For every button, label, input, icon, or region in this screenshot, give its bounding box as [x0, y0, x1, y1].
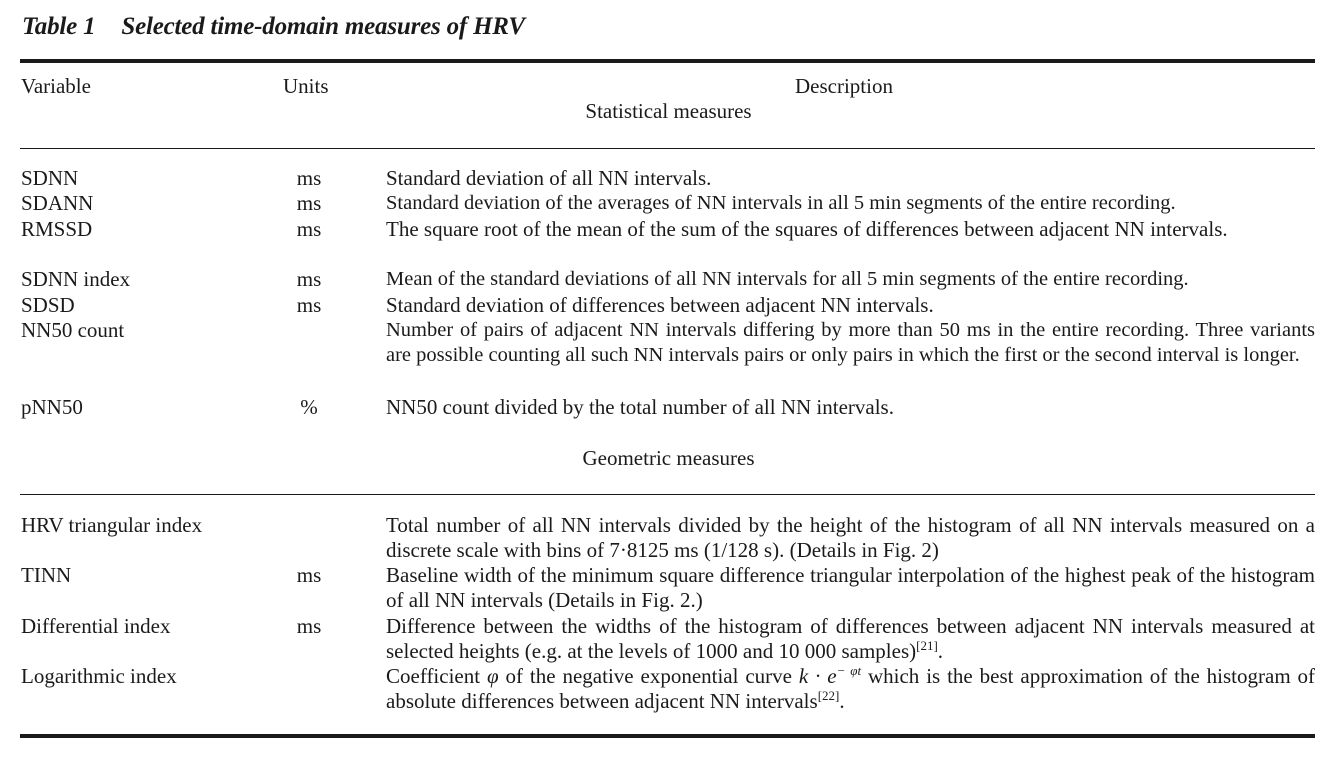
- row-tinn-units: ms: [296, 563, 322, 587]
- bottom-rule: [20, 734, 1315, 738]
- row-differential-ref: [21]: [916, 638, 938, 653]
- row-sdann-description: Standard deviation of the averages of NN intervals in all 5 min segments of the entire recording.: [386, 192, 1176, 214]
- row-sdnn-units: ms: [296, 166, 322, 190]
- row-sdsd-units: ms: [296, 293, 322, 317]
- row-differential-text: Difference between the widths of the histogram of differences between adjacent NN intervals measured at selected heights (e.g. at the levels of 1000 and 10 000 samples): [386, 614, 1315, 663]
- row-hrv-triangular-description: Total number of all NN intervals divided by the height of the histogram of all NN intervals measured on a discrete scale with bins of 7·8125 ms (1/128 s). (Details in Fig. 2): [386, 513, 1315, 562]
- row-logarithmic-description: [386, 664, 1315, 714]
- row-logarithmic-text-c: which is the best approximation of the histogram of absolute differences between adjacent NN intervals: [386, 664, 1316, 713]
- row-sdsd-description: Standard deviation of differences between adjacent NN intervals.: [386, 293, 934, 317]
- row-differential-description: [386, 614, 1315, 664]
- row-tinn-description: Baseline width of the minimum square difference triangular interpolation of the highest peak of the histogram of all NN intervals (Details in Fig. 2.): [386, 563, 1315, 612]
- section-rule-statistical: [20, 148, 1315, 149]
- row-sdnn-index-units: ms: [296, 267, 322, 291]
- row-pnn50-description: NN50 count divided by the total number of all NN intervals.: [386, 395, 894, 419]
- row-logarithmic-text-b: of the negative exponential curve: [505, 664, 792, 688]
- row-logarithmic-text-a: Coefficient: [386, 664, 481, 688]
- row-hrv-triangular-variable: HRV triangular index: [21, 513, 203, 537]
- row-sdnn-description: Standard deviation of all NN intervals.: [386, 166, 712, 190]
- section-statistical: Statistical measures: [585, 99, 752, 123]
- table-number: Table 1: [22, 13, 96, 40]
- top-rule: [20, 59, 1315, 63]
- row-nn50-variable: NN50 count: [21, 318, 125, 342]
- row-rmssd-description: The square root of the mean of the sum of the squares of differences between adjacent NN intervals.: [386, 217, 1228, 241]
- table-caption: [22, 13, 525, 41]
- row-logarithmic-end: .: [839, 689, 845, 713]
- row-sdann-units: ms: [296, 191, 322, 215]
- row-nn50-description: Number of pairs of adjacent NN intervals differing by more than 50 ms in the entire recording. Three variants are possible counting all such NN intervals pairs or only pairs in which the first or the second interval is longer.: [386, 319, 1315, 366]
- row-sdsd-variable: SDSD: [21, 293, 75, 317]
- row-differential-variable: Differential index: [21, 614, 171, 638]
- formula-exponent: − φt: [836, 663, 862, 678]
- row-rmssd-variable: RMSSD: [21, 217, 93, 241]
- phi-symbol: φ: [487, 664, 499, 688]
- header-units: Units: [283, 74, 329, 98]
- row-logarithmic-ref: [22]: [817, 688, 840, 703]
- row-pnn50-variable: pNN50: [21, 395, 83, 419]
- row-sdnn-variable: SDNN: [21, 166, 79, 190]
- row-differential-units: ms: [296, 614, 322, 638]
- row-sdann-variable: SDANN: [21, 191, 94, 215]
- row-tinn-variable: TINN: [21, 563, 72, 587]
- header-variable: Variable: [21, 74, 91, 98]
- row-rmssd-units: ms: [296, 217, 322, 241]
- row-logarithmic-variable: Logarithmic index: [21, 664, 177, 688]
- section-rule-geometric: [20, 494, 1315, 495]
- row-sdnn-index-description: Mean of the standard deviations of all NN intervals for all 5 min segments of the entire recording.: [386, 268, 1189, 290]
- row-sdnn-index-variable: SDNN index: [21, 267, 131, 291]
- row-pnn50-units: %: [300, 395, 318, 419]
- table-title: Selected time-domain measures of HRV: [121, 13, 525, 40]
- row-differential-end: .: [937, 639, 944, 663]
- header-description: Description: [795, 74, 893, 98]
- formula-base: k · e: [798, 664, 837, 688]
- section-geometric: Geometric measures: [582, 446, 755, 470]
